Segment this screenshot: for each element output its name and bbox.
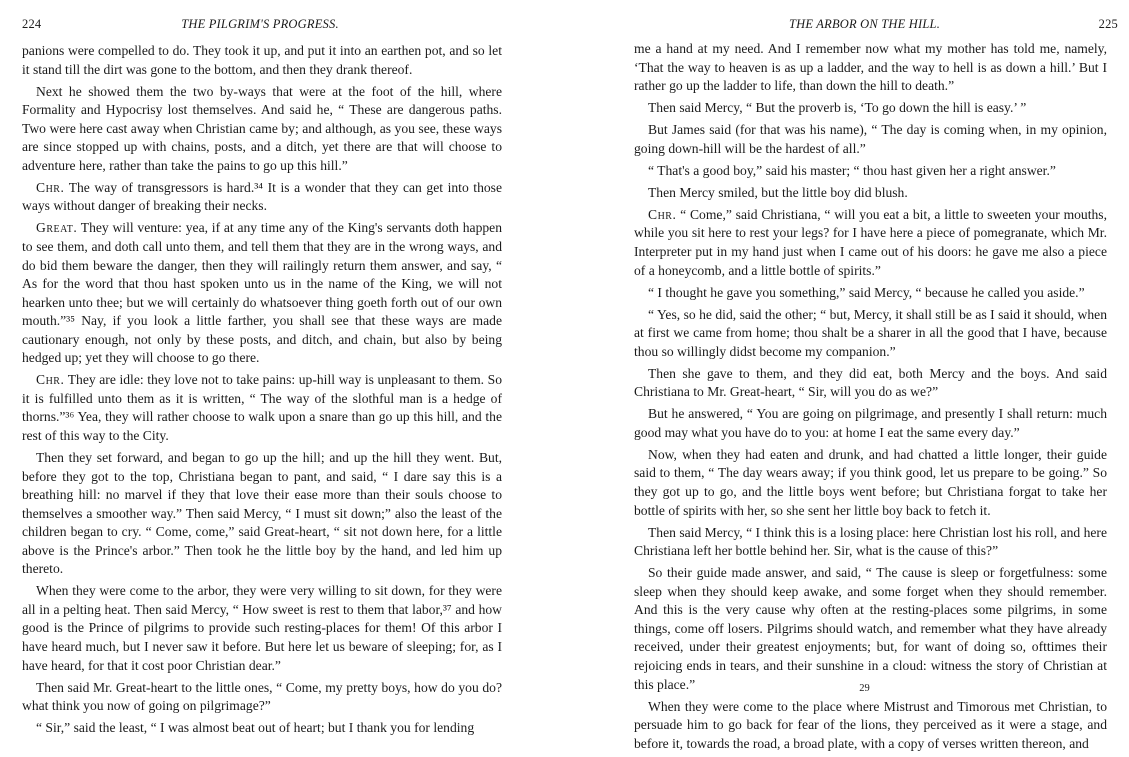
paragraph-text: Then Mercy smiled, but the little boy did blush. [648, 184, 908, 200]
left-body-text [22, 42, 502, 741]
paragraph [634, 365, 1107, 402]
paragraph [634, 206, 1107, 280]
paragraph-text: Then they set forward, and began to go up the hill; and up the hill they went. But, before they got to the top, Christiana began to pant, and said, “ I dare say this is a breathing hill: no marvel if they that love their ease more than their souls choose to themselves a smoother way.” Then said Mercy, “ I must sit down;” also the least of the children began to cry. “ Come, come,” said Great-heart, “ sit not down here, for a little above is the Prince's arbor.” Then took he the little boy by the hand, and led him up thereto. [22, 449, 502, 577]
paragraph [634, 121, 1107, 158]
paragraph [22, 449, 502, 579]
left-page [0, 0, 520, 736]
paragraph-text: Then said Mercy, “ I think this is a losing place: here Christian lost his roll, and here Christiana left her bottle behind her. Sir, what is the cause of this?” [634, 524, 1107, 559]
speaker-label: Chr. [36, 372, 65, 388]
paragraph-text: Then said Mercy, “ But the proverb is, ‘To go down the hill is easy.’ ” [648, 100, 1027, 116]
paragraph [634, 99, 1107, 118]
paragraph [22, 219, 502, 367]
paragraph [22, 679, 502, 716]
paragraph-text: But he answered, “ You are going on pilgrimage, and presently I shall return: much good may what you have do to you: at home I eat the same every day.” [634, 406, 1107, 440]
paragraph [22, 42, 502, 79]
right-page-number: 225 [1098, 17, 1118, 31]
paragraph-text: When they were come to the place where Mistrust and Timorous met Christian, to persuade him to go back for fear of the lions, they perceived as it were a stage, and before it, towards the road, a broad plate, with a copy of verses written thereon, and [634, 698, 1107, 751]
paragraph-text: “ That's a good boy,” said his master; “ thou hast given her a right answer.” [648, 162, 1056, 178]
paragraph-text: But James said (for that was his name), “ The day is coming when, in my opinion, going down-hill will be the hardest of all.” [634, 122, 1107, 156]
paragraph [634, 446, 1107, 520]
left-running-head: THE PILGRIM'S PROGRESS. [181, 17, 339, 31]
right-running-head: THE ARBOR ON THE HILL. [788, 17, 941, 31]
paragraph [634, 698, 1107, 754]
paragraph [22, 582, 502, 675]
paragraph-text: me a hand at my need. And I remember now what my mother has told me, namely, ‘That the way to heaven is as up a ladder, and the way to hell is as down a hill.’ But I rather go up the ladder to life, than down the hill to death.” [634, 41, 1107, 94]
right-body-text [634, 40, 1107, 757]
paragraph-text: panions were compelled to do. They took it up, and put it into an earthen pot, and so let it stand till the dirt was gone to the bottom, and then they drank thereof. [22, 43, 502, 77]
paragraph [22, 371, 502, 445]
right-page [600, 0, 1129, 751]
paragraph [22, 719, 502, 738]
paragraph [634, 306, 1107, 362]
paragraph [634, 40, 1107, 96]
speaker-label: Great. [36, 220, 78, 236]
paragraph-text: “ Come,” said Christiana, “ will you eat a bit, a little to sweeten your mouths, while you sit here to rest your legs? for I have here a piece of pomegranate, which Mr. Interpreter put in my hand just when I came out of his doors: he gave me also a piece of a honeycomb, and a little bottle of spirits.” [634, 206, 1107, 278]
paragraph [634, 524, 1107, 561]
left-page-number: 224 [22, 17, 42, 31]
paragraph-text: Then said Mr. Great-heart to the little ones, “ Come, my pretty boys, how do you do? what think you now of going on pilgrimage?” [22, 679, 502, 714]
speaker-label: Chr. [648, 206, 677, 222]
signature-mark: 29 [859, 683, 870, 694]
paragraph-text: Now, when they had eaten and drunk, and had chatted a little longer, their guide said to them, “ The day wears away; if you think good, let us prepare to be going.” So they got up to go, and the little boys went before; but Christiana forgat to take her bottle of spirits with her, so she sent her little boy back to fetch it. [634, 446, 1107, 518]
paragraph-text: “ Yes, so he did, said the other; “ but, Mercy, it shall still be as I said it should, when at first we came from home; thou shalt be a sharer in all the good that I have, because thou so willingly didst become my companion.” [634, 306, 1107, 359]
paragraph [22, 179, 502, 216]
paragraph [634, 162, 1107, 181]
book-gutter [520, 0, 600, 710]
paragraph-text: Then she gave to them, and they did eat, both Mercy and the boys. And said Christiana to Mr. Great-heart, “ Sir, will you do as we?” [634, 365, 1107, 400]
paragraph-text: Next he showed them the two by-ways that were at the foot of the hill, where Formality and Hypocrisy lost themselves. And said he, “ These are dangerous paths. Two were here cast away when Christian came by; and although, as you see, these ways are since stopped up with chains, posts, and a ditch, yet there are that will choose to adventure here, rather than take the pains to go up this hill.” [22, 83, 502, 173]
paragraph [634, 405, 1107, 442]
paragraph [634, 284, 1107, 303]
paragraph-text: “ Sir,” said the least, “ I was almost beat out of heart; but I thank you for lending [36, 720, 475, 736]
paragraph-text: When they were come to the arbor, they were very willing to sit down, for they were all in a pelting heat. Then said Mercy, “ How sweet is rest to them that labor,³⁷ and how good is the Prince of pilgrims to provide such resting-places for them! Of this arbor I have heard much, but I never saw it before. But here let us beware of sleeping; for, as I have heard, for that it cost poor Christian dear.” [22, 583, 502, 673]
paragraph-text: The way of transgressors is hard.³⁴ It is a wonder that they can get into those ways without danger of breaking their necks. [22, 179, 503, 214]
paragraph [634, 184, 1107, 203]
paragraph-text: “ I thought he gave you something,” said Mercy, “ because he called you aside.” [648, 284, 1085, 300]
paragraph-text: They will venture: yea, if at any time any of the King's servants doth happen to see them, and doth call unto them, and tell them that they are in the wrong ways, and do bid them beware the danger, then they will railingly return them answer, and say, “ As for the word that thou hast spoken unto us in the name of the King, we will not hearken unto thee; but we will certainly do whatsoever thing goeth forth out of our own mouth.”³⁵ Nay, if you look a little farther, you shall see that these ways are made cautionary enough, not only by these posts, and ditch, and chain, but also by being hedged up; yet they will choose to go there. [22, 220, 503, 366]
paragraph [634, 564, 1107, 694]
speaker-label: Chr. [36, 179, 65, 195]
paragraph [22, 83, 502, 176]
paragraph-text: They are idle: they love not to take pains: up-hill way is unpleasant to them. So it is fulfilled unto them as it is written, “ The way of the slothful man is a hedge of thorns.”³⁶ Yea, they will rather choose to walk upon a snare than go up this hill, and the rest of this way to the City. [22, 372, 502, 443]
paragraph-text: So their guide made answer, and said, “ The cause is sleep or forgetfulness: some sleep when they should keep awake, and some forget when they should remember. And this is the very cause why often at the resting-places some pilgrims, in some things, come off losers. Pilgrims should watch, and remember what they have already received, under their greatest enjoyments; but, for want of doing so, ofttimes their rejoicing ends in tears, and their sunshine in a cloud: witness the story of Christian at this place.” [634, 565, 1107, 692]
